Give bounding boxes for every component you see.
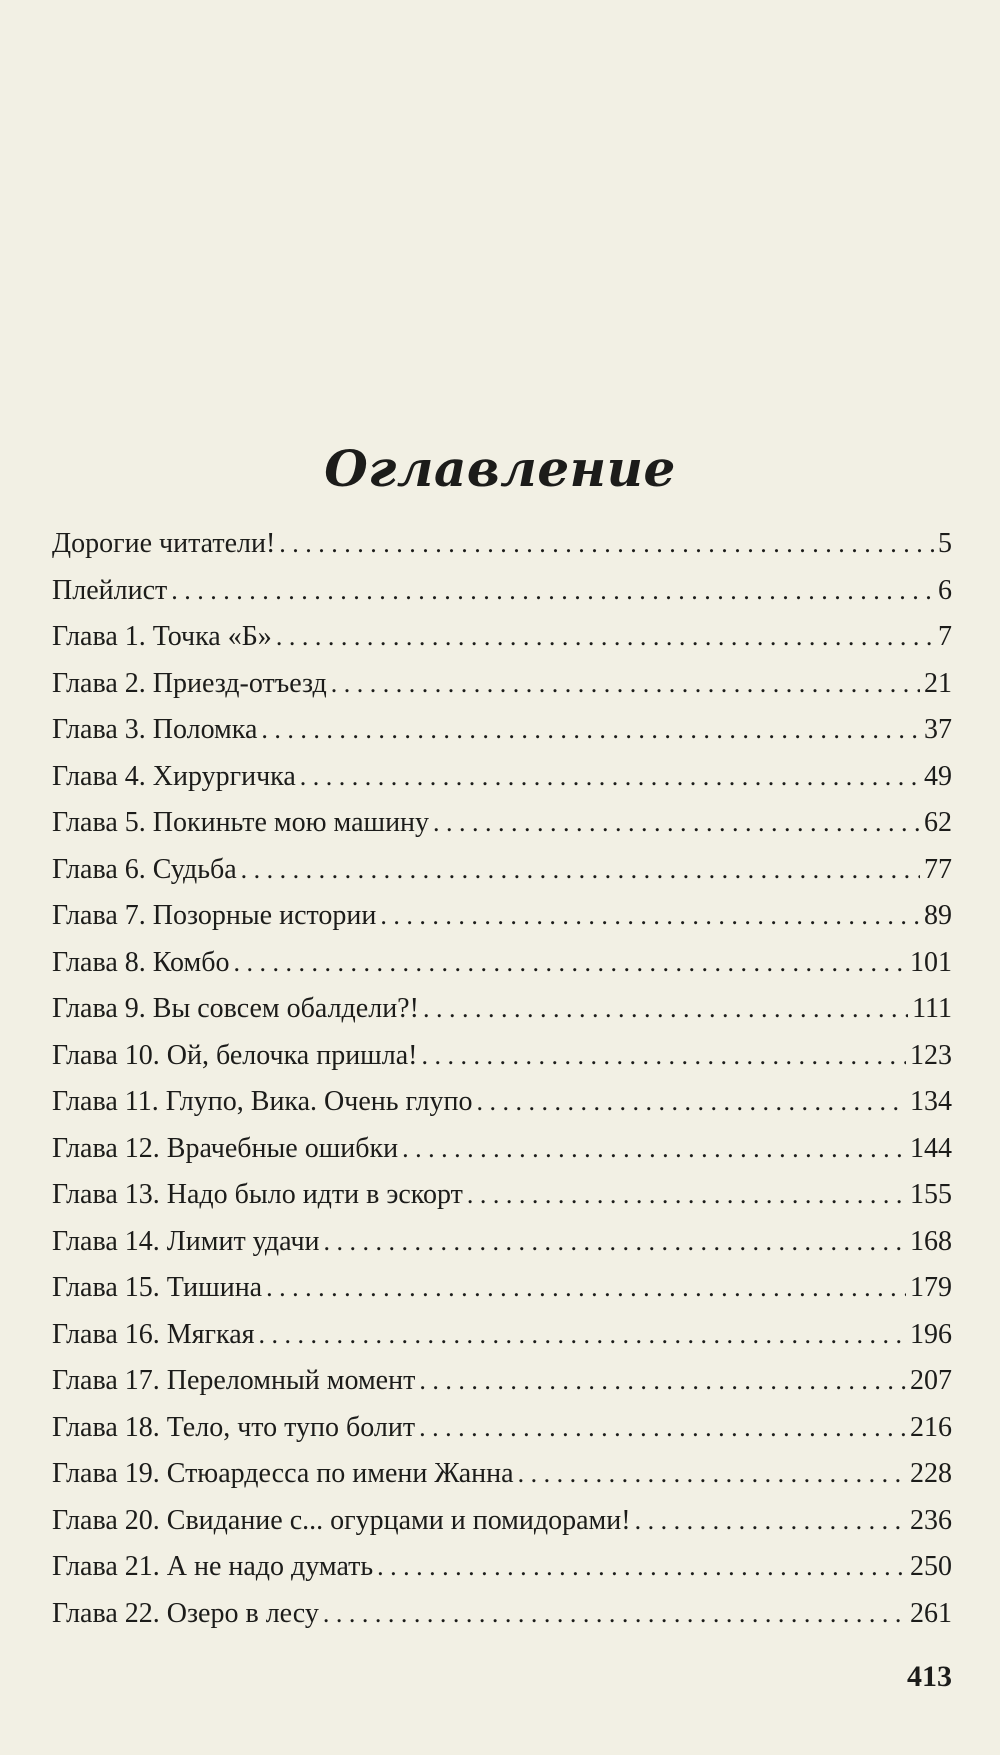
toc-entry	[52, 1079, 952, 1126]
toc-entry-page: 49	[924, 760, 952, 792]
dot-leader	[279, 521, 934, 567]
toc-entry	[52, 1126, 952, 1173]
toc-entry-label: Глава 4. Хирургичка	[52, 760, 296, 792]
dot-leader	[323, 1591, 906, 1637]
toc-entry-label: Глава 18. Тело, что тупо болит	[52, 1411, 416, 1443]
toc-entry-label: Глава 14. Лимит удачи	[52, 1225, 320, 1257]
dot-leader	[467, 1172, 906, 1218]
toc-entry	[52, 1405, 952, 1452]
toc-entry-label: Глава 16. Мягкая	[52, 1318, 255, 1350]
toc-entry-label: Глава 15. Тишина	[52, 1272, 263, 1303]
toc-entry	[52, 1498, 952, 1545]
dot-leader	[635, 1498, 906, 1544]
toc-entry-label: Глава 3. Поломка	[52, 714, 258, 745]
toc-entry-label: Глава 13. Надо было идти в эскорт	[52, 1179, 463, 1210]
toc-entry-page: 6	[938, 574, 952, 606]
toc-entry	[52, 800, 952, 847]
toc-entry-page: 5	[938, 528, 952, 559]
toc-list	[52, 521, 952, 1637]
dot-leader	[171, 568, 934, 614]
toc-entry-label: Глава 22. Озеро в лесу	[52, 1597, 319, 1629]
toc-entry-page: 168	[910, 1225, 952, 1257]
toc-entry-page: 62	[924, 807, 952, 838]
toc-entry-page: 261	[910, 1597, 952, 1629]
toc-entry	[52, 1312, 952, 1359]
toc-entry	[52, 1358, 952, 1405]
dot-leader	[423, 986, 908, 1032]
dot-leader	[266, 1265, 906, 1311]
toc-entry-page: 111	[912, 993, 952, 1024]
toc-entry-label: Дорогие читатели!	[52, 528, 276, 559]
toc-entry	[52, 1451, 952, 1498]
dot-leader	[402, 1126, 906, 1172]
toc-entry-label: Глава 7. Позорные истории	[52, 900, 377, 931]
toc-entry	[52, 568, 952, 615]
toc-entry-page: 179	[910, 1272, 952, 1303]
dot-leader	[421, 1033, 906, 1079]
toc-entry-label: Глава 11. Глупо, Вика. Очень глупо	[52, 1086, 473, 1117]
toc-entry	[52, 1172, 952, 1219]
toc-entry	[52, 847, 952, 894]
toc-entry	[52, 986, 952, 1033]
dot-leader	[261, 707, 920, 753]
dot-leader	[259, 1312, 906, 1358]
toc-entry	[52, 940, 952, 987]
dot-leader	[233, 940, 906, 986]
toc-entry	[52, 1033, 952, 1080]
toc-entry	[52, 614, 952, 661]
toc-entry-page: 236	[910, 1504, 952, 1536]
toc-entry	[52, 1219, 952, 1266]
toc-entry-label: Глава 10. Ой, белочка пришла!	[52, 1039, 418, 1071]
toc-entry-page: 216	[910, 1411, 952, 1443]
dot-leader	[276, 614, 934, 660]
toc-entry	[52, 521, 952, 568]
dot-leader	[300, 754, 920, 800]
toc-entry-label: Глава 8. Комбо	[52, 946, 230, 978]
toc-entry-page: 89	[924, 900, 952, 931]
toc-entry-page: 21	[924, 667, 952, 699]
toc-entry-page: 155	[910, 1179, 952, 1210]
dot-leader	[241, 847, 920, 893]
toc-entry-label: Глава 1. Точка «Б»	[52, 621, 272, 652]
dot-leader	[380, 893, 920, 939]
toc-entry	[52, 707, 952, 754]
dot-leader	[518, 1451, 906, 1497]
toc-entry	[52, 893, 952, 940]
toc-entry-label: Глава 2. Приезд-отъезд	[52, 667, 327, 699]
toc-entry-label: Глава 12. Врачебные ошибки	[52, 1132, 399, 1164]
toc-entry-page: 7	[938, 621, 952, 652]
toc-title: Оглавление	[324, 438, 676, 498]
toc-entry-page: 250	[910, 1551, 952, 1582]
dot-leader	[377, 1544, 906, 1590]
toc-entry-label: Глава 17. Переломный момент	[52, 1365, 416, 1396]
dot-leader	[419, 1405, 906, 1451]
toc-entry-label: Плейлист	[52, 574, 168, 606]
dot-leader	[433, 800, 920, 846]
toc-entry-label: Глава 20. Свидание с... огурцами и помидорами!	[52, 1504, 631, 1536]
toc-entry-page: 37	[924, 714, 952, 745]
toc-entry-label: Глава 21. А не надо думать	[52, 1551, 374, 1582]
toc-entry-page: 207	[910, 1365, 952, 1396]
page-number: 413	[907, 1660, 952, 1693]
toc-entry-page: 134	[910, 1086, 952, 1117]
dot-leader	[477, 1079, 906, 1125]
toc-entry-label: Глава 9. Вы совсем обалдели?!	[52, 993, 419, 1024]
toc-entry-label: Глава 6. Судьба	[52, 853, 237, 885]
toc-entry-page: 101	[910, 946, 952, 978]
dot-leader	[419, 1358, 906, 1404]
toc-entry	[52, 754, 952, 801]
toc-entry-page: 196	[910, 1318, 952, 1350]
toc-entry	[52, 1544, 952, 1591]
toc-entry	[52, 1591, 952, 1638]
toc-entry-label: Глава 19. Стюардесса по имени Жанна	[52, 1458, 514, 1489]
toc-entry-label: Глава 5. Покиньте мою машину	[52, 807, 430, 838]
toc-entry-page: 123	[910, 1039, 952, 1071]
toc-entry	[52, 661, 952, 708]
toc-entry	[52, 1265, 952, 1312]
toc-entry-page: 228	[910, 1458, 952, 1489]
dot-leader	[331, 661, 920, 707]
toc-entry-page: 144	[910, 1132, 952, 1164]
toc-entry-page: 77	[924, 853, 952, 885]
dot-leader	[324, 1219, 906, 1265]
